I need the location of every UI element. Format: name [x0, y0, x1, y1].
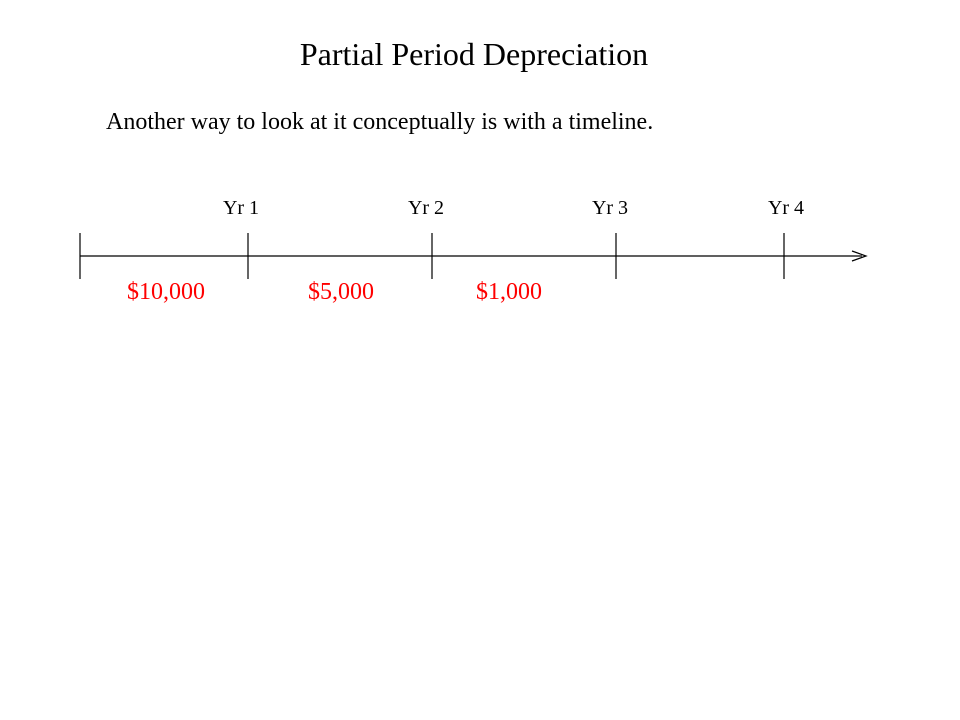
- year-label-1: Yr 1: [222, 197, 260, 219]
- year-label-3: Yr 3: [591, 197, 629, 219]
- slide-title: Partial Period Depreciation: [299, 36, 649, 72]
- slide-subtitle: Another way to look at it conceptually is with a timeline.: [106, 109, 654, 135]
- amount-label-yr1: $10,000: [127, 279, 205, 305]
- amount-label-yr2: $5,000: [308, 279, 374, 305]
- amount-label-yr3: $1,000: [476, 279, 542, 305]
- year-label-4: Yr 4: [767, 197, 805, 219]
- year-label-2: Yr 2: [407, 197, 445, 219]
